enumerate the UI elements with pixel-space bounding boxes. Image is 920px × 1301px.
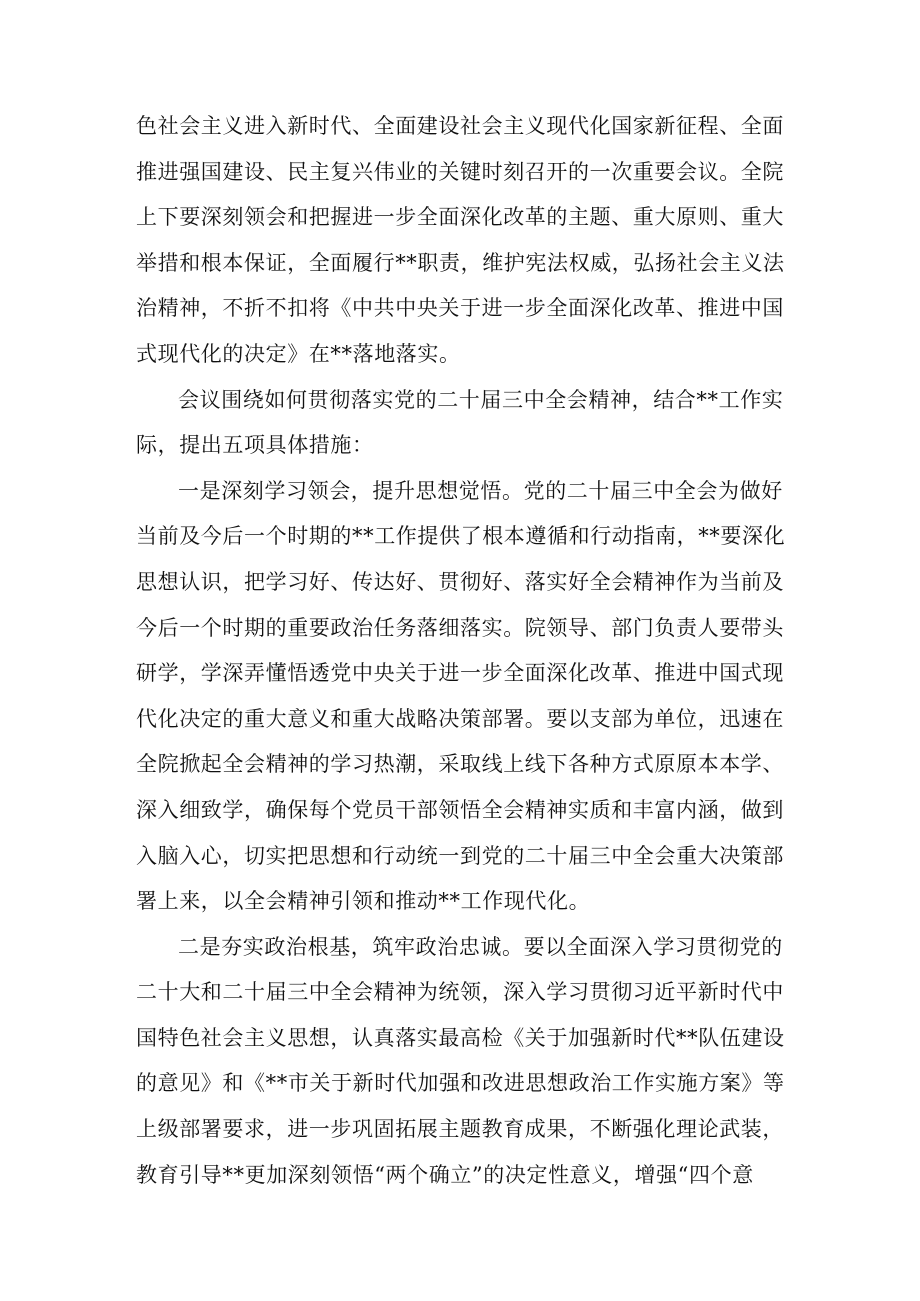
text-line: 上下要深刻领会和把握进一步全面深化改革的主题、重大原则、重大	[136, 205, 784, 230]
text-line: 式现代化的决定》在**落地落实。	[136, 341, 461, 366]
text-line: 色社会主义进入新时代、全面建设社会主义现代化国家新征程、全面	[136, 114, 784, 138]
text-line: 举措和根本保证，全面履行**职责，维护宪法权威，弘扬社会主义法	[136, 250, 785, 275]
text-line: 上级部署要求，进一步巩固拓展主题教育成果，不断强化理论武装，	[136, 1117, 784, 1142]
document-body	[136, 104, 786, 1198]
text-line: 思想认识，把学习好、传达好、贯彻好、落实好全会精神作为当前及	[136, 569, 784, 594]
text-line: 二十大和二十届三中全会精神为统领，深入学习贯彻习近平新时代中	[136, 980, 784, 1005]
text-line: 代化决定的重大意义和重大战略决策部署。要以支部为单位，迅速在	[136, 706, 784, 731]
text-line: 际，提出五项具体措施：	[136, 433, 374, 458]
text-line: 署上来，以全会精神引领和推动**工作现代化。	[136, 889, 591, 914]
paragraph-start-line: 会议围绕如何贯彻落实党的二十届三中全会精神，结合**工作实	[178, 387, 784, 412]
text-line: 治精神，不折不扣将《中共中央关于进一步全面深化改革、推进中国	[136, 296, 784, 321]
text-line: 研学，学深弄懂悟透党中央关于进一步全面深化改革、推进中国式现	[136, 661, 784, 686]
text-line: 的意见》和《**市关于新时代加强和改进思想政治工作实施方案》等	[136, 1071, 785, 1096]
text-line: 当前及今后一个时期的**工作提供了根本遵循和行动指南，**要深化	[136, 524, 786, 549]
text-line: 入脑入心，切实把思想和行动统一到党的二十届三中全会重大决策部	[136, 843, 784, 868]
text-line: 国特色社会主义思想，认真落实最高检《关于加强新时代**队伍建设	[136, 1025, 785, 1050]
text-line: 全院掀起全会精神的学习热潮，采取线上线下各种方式原原本本学、	[136, 752, 784, 777]
paragraph-start-line: 一是深刻学习领会，提升思想觉悟。党的二十届三中全会为做好	[178, 478, 783, 503]
text-line: 推进强国建设、民主复兴伟业的关键时刻召开的一次重要会议。全院	[136, 159, 784, 184]
text-line: 深入细致学，确保每个党员干部领悟全会精神实质和丰富内涵，做到	[136, 797, 784, 822]
paragraph-start-line: 二是夯实政治根基，筑牢政治忠诚。要以全面深入学习贯彻党的	[178, 934, 783, 959]
text-line: 教育引导**更加深刻领悟“两个确立”的决定性意义，增强“四个意	[136, 1162, 754, 1187]
text-line: 今后一个时期的重要政治任务落细落实。院领导、部门负责人要带头	[136, 615, 784, 640]
